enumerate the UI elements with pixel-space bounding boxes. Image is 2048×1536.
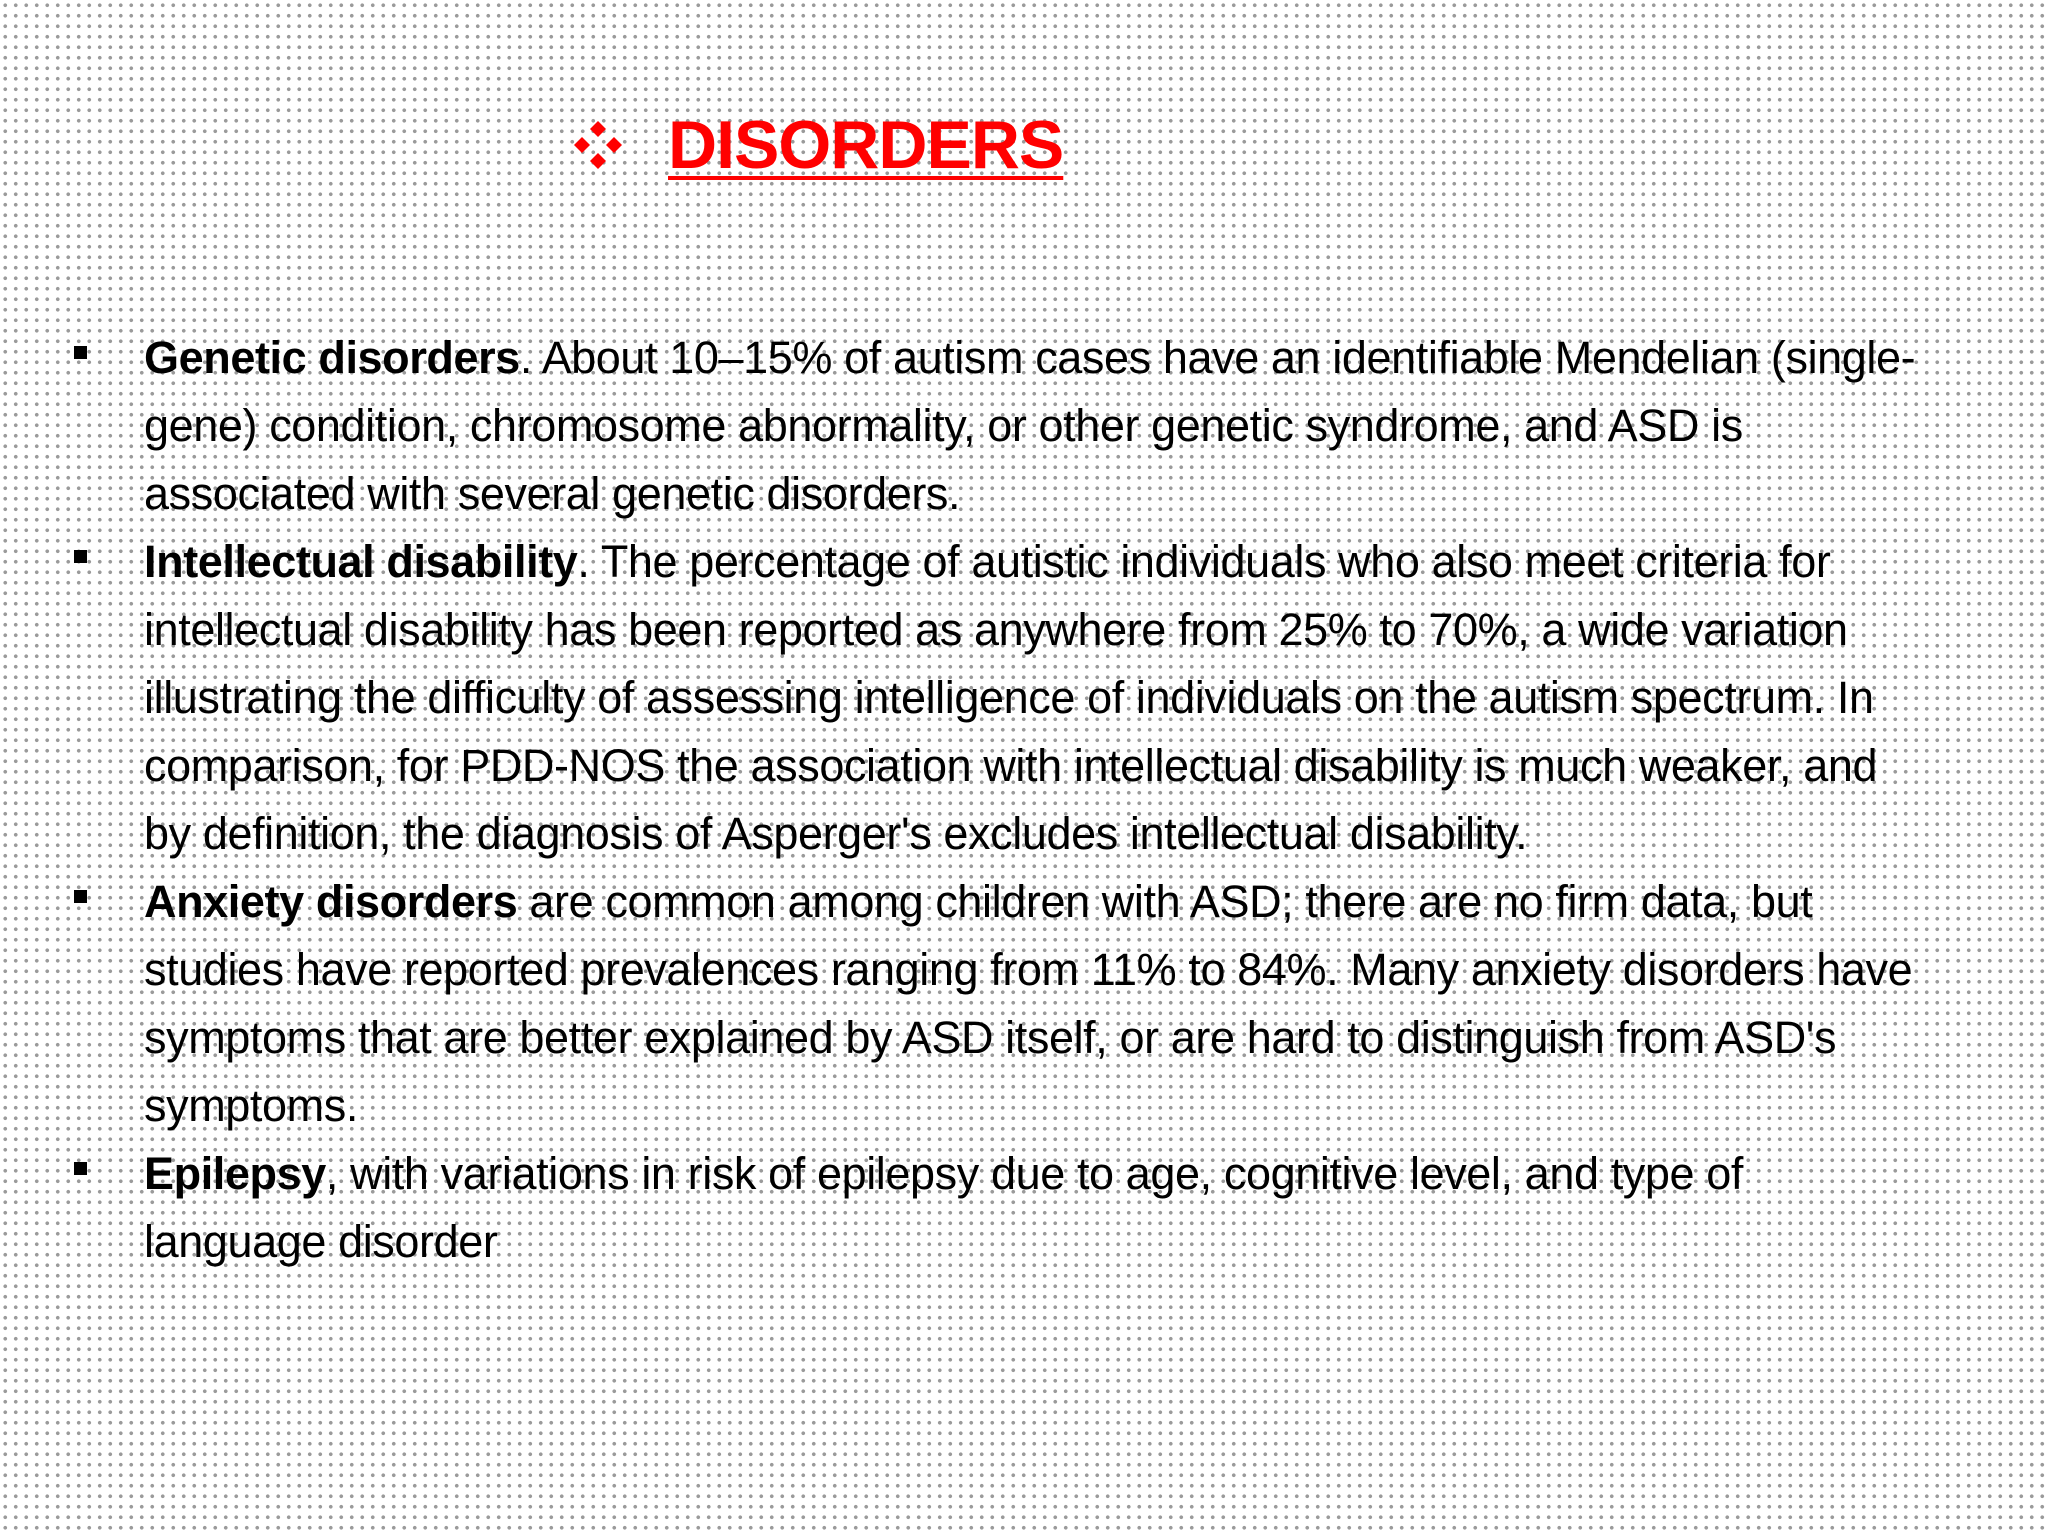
square-bullet-icon: [74, 890, 87, 903]
bullet-genetic-disorders: [70, 324, 1930, 528]
bullet-text: , with variations in risk of epilepsy due to age, cognitive level, and type of language disorder: [144, 1148, 1743, 1267]
title-text: DISORDERS: [668, 107, 1064, 183]
slide-title: [572, 100, 1063, 190]
bullet-intellectual-disability: [70, 528, 1930, 868]
bullet-term: Genetic disorders: [144, 332, 520, 383]
bullet-term: Epilepsy: [144, 1148, 326, 1199]
four-diamond-icon: [572, 119, 624, 171]
square-bullet-icon: [74, 346, 87, 359]
bullet-term: Anxiety disorders: [144, 876, 518, 927]
bullet-text: . About 10–15% of autism cases have an identifiable Mendelian (single-gene) condition, chromosome abnormality, or other genetic syndrome, and ASD is associated with several genetic disorders.: [144, 332, 1916, 519]
bullet-text: are common among children with ASD; there are no firm data, but studies have reported prevalences ranging from 11% to 84%. Many anxiety disorders have symptoms that are better explained by ASD itself, or are hard to distinguish from ASD's symptoms.: [144, 876, 1913, 1131]
bullet-anxiety-disorders: [70, 868, 1930, 1140]
bullet-term: Intellectual disability: [144, 536, 578, 587]
bullet-text: . The percentage of autistic individuals who also meet criteria for intellectual disability has been reported as anywhere from 25% to 70%, a wide variation illustrating the difficulty of assessing intelligence of individuals on the autism spectrum. In comparison, for PDD-NOS the association with intellectual disability is much weaker, and by definition, the diagnosis of Asperger's excludes intellectual disability.: [144, 536, 1878, 859]
square-bullet-icon: [74, 550, 87, 563]
bullet-list: [70, 324, 1930, 1276]
bullet-epilepsy: [70, 1140, 1930, 1276]
square-bullet-icon: [74, 1162, 87, 1175]
